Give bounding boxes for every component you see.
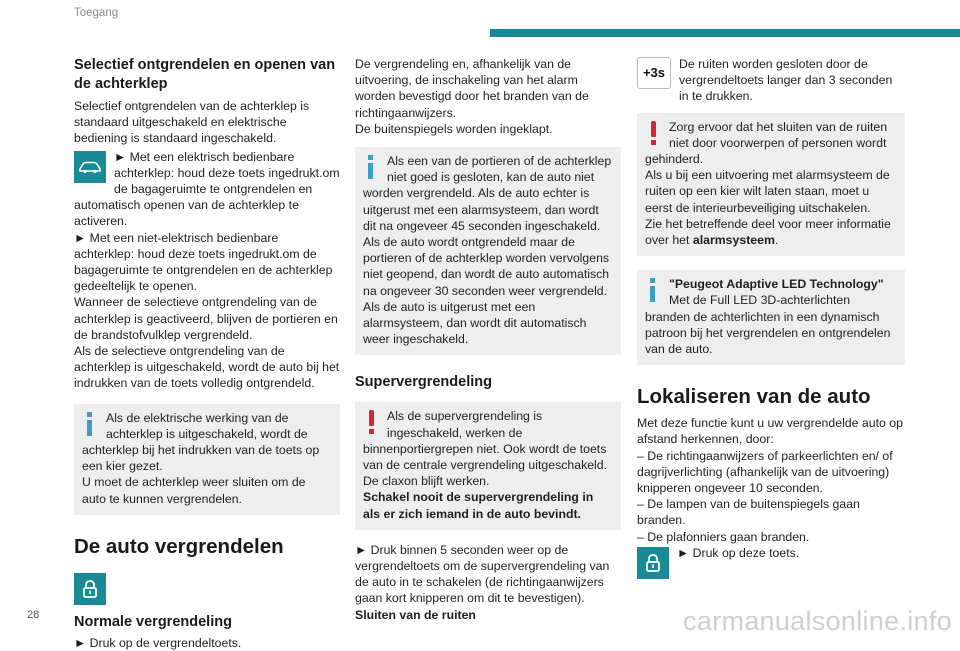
paragraph-with-icon — [637, 545, 905, 561]
column-2 — [355, 56, 621, 623]
page-number: 28 — [27, 609, 40, 621]
info-box — [355, 147, 621, 355]
paragraph: Selectief ontgrendelen van de achterklep is standaard uitgeschakeld en elektrische bediening is standaard ingeschakeld. — [74, 99, 310, 146]
subheading-sluiten-ruiten: Sluiten van de ruiten — [355, 607, 476, 622]
info-icon — [647, 278, 661, 302]
paragraph: De ruiten worden gesloten door de vergrendeltoets langer dan 3 seconden in te drukken. — [679, 57, 893, 104]
info-box — [74, 404, 340, 515]
info-text: Met de Full LED 3D-achterlichten branden de achterlichten in een dynamisch patroon bij het vergrendelen en ontgrendelen van de auto. — [645, 293, 891, 357]
warning-text: Als de supervergrendeling is ingeschakeld, werken de binnenportiergrepen niet. Ook wordt de toets van de centrale vergrendeling uitgeschakeld. — [363, 409, 608, 473]
info-text: Als de elektrische werking van de achterklep is uitgeschakeld, wordt de achterklep bij het indrukken van de toets op een kier gezet. — [82, 410, 320, 474]
paragraph: ► Met een elektrisch bedienbare achterklep: houd deze toets ingedrukt.om de bagageruimte te ontgrendelen en automatisch openen van de achterklep te activeren. — [74, 149, 340, 229]
heading-selectief-ontgrendelen: Selectief ontgrendelen en openen van de achterklep — [74, 57, 336, 92]
list-item: – De richtingaanwijzers of parkeerlichten en/ of dagrijverlichting (afhankelijk van de uitvoering) knipperen ongeveer 10 seconden. — [637, 448, 893, 496]
warning-box — [637, 113, 905, 257]
alarmsysteem-ref: alarmsysteem — [692, 233, 775, 248]
paragraph-with-icon — [74, 149, 340, 230]
heading-normale-vergrendeling: Normale vergrendeling — [74, 613, 232, 630]
paragraph: De vergrendeling en, afhankelijk van de uitvoering, de inschakeling van het alarm worden bevestigd door het branden van de richtingaanwijzers. — [355, 57, 589, 120]
paragraph: ► Met een niet-elektrisch bedienbare achterklep: houd deze toets ingedrukt.om de bagageruimte te ontgrendelen en de achterklep gedeeltelijk te openen. — [74, 230, 333, 294]
info-text: U moet de achterklep weer sluiten om de auto te kunnen vergrendelen. — [82, 475, 306, 506]
header-accent-bar — [490, 29, 960, 37]
paragraph-with-icon — [637, 56, 905, 105]
warning-text-part: Zie het betreffende deel voor meer informatie over het — [645, 216, 891, 248]
warning-text: Als u bij een uitvoering met alarmsysteem de ruiten op een kier wilt laten staan, moet u eerst de interieurbeveiliging uitschakelen. — [645, 168, 890, 215]
list-item: – De lampen van de buitenspiegels gaan branden. — [637, 497, 860, 528]
paragraph: Met deze functie kunt u uw vergrendelde auto op afstand herkennen, door: — [637, 416, 903, 447]
info-text: Als een van de portieren of de achterklep niet goed is gesloten, kan de auto niet worden vergrendeld. Als de auto echter is uitgerust met een alarmsysteem, dan wordt dit na ongeveer 45 seconden ingeschakeld. — [363, 154, 612, 233]
paragraph: ► Druk binnen 5 seconden weer op de vergrendeltoets om de supervergrendeling van de auto in te schakelen (de richtingaanwijzers gaan kort knipperen om dit te bevestigen). — [355, 542, 610, 606]
lock-icon — [637, 547, 669, 579]
paragraph: Als de selectieve ontgrendeling van de achterklep is uitgeschakeld, wordt de auto bij het indrukken van de toets volledig ontgrendeld. — [74, 344, 340, 391]
watermark: carmanualsonline.info — [683, 606, 952, 636]
heading-supervergrendeling: Supervergrendeling — [355, 374, 492, 391]
warning-text-bold: Schakel nooit de supervergrendeling in als er zich iemand in de auto bevindt. — [363, 490, 594, 521]
chapter-title: Toegang — [74, 7, 119, 19]
info-text: Als de auto wordt ontgrendeld maar de portieren of de achterklep worden vervolgens niet geopend, dan wordt de auto automatisch na ongeveer 30 seconden weer vergrendeld. Als de auto is uitgerust met een alarmsysteem, dan wordt dit automatisch weer ingeschakeld. — [363, 235, 610, 347]
paragraph: De buitenspiegels worden ingeklapt. — [355, 121, 553, 136]
heading-auto-vergrendelen: De auto vergrendelen — [74, 534, 284, 558]
warning-icon — [647, 121, 661, 145]
info-icon — [365, 155, 379, 179]
column-3 — [637, 56, 905, 579]
paragraph: Wanneer de selectieve ontgrendeling van de achterklep is geactiveerd, blijven de portieren en de brandstofvulklep vergrendeld. — [74, 295, 338, 342]
warning-text-part: . — [774, 233, 779, 248]
heading-lokaliseren: Lokaliseren van de auto — [637, 385, 871, 409]
info-icon — [84, 412, 98, 436]
info-title: "Peugeot Adaptive LED Technology" — [669, 277, 884, 292]
warning-text: Zorg ervoor dat het sluiten van de ruiten niet door voorwerpen of personen wordt gehinderd. — [645, 119, 888, 167]
paragraph: ► Druk op deze toets. — [677, 545, 800, 560]
car-tailgate-icon — [74, 151, 106, 183]
warning-text: De claxon blijft werken. — [363, 474, 490, 489]
list-item: – De plafonniers gaan branden. — [637, 529, 810, 544]
info-box — [637, 270, 905, 365]
press-3s-icon: +3s — [637, 57, 671, 89]
warning-text — [645, 216, 897, 248]
warning-box — [355, 402, 621, 529]
column-1 — [74, 56, 340, 651]
warning-icon — [365, 410, 379, 434]
paragraph: ► Druk op de vergrendeltoets. — [74, 635, 242, 650]
lock-icon — [74, 573, 106, 605]
